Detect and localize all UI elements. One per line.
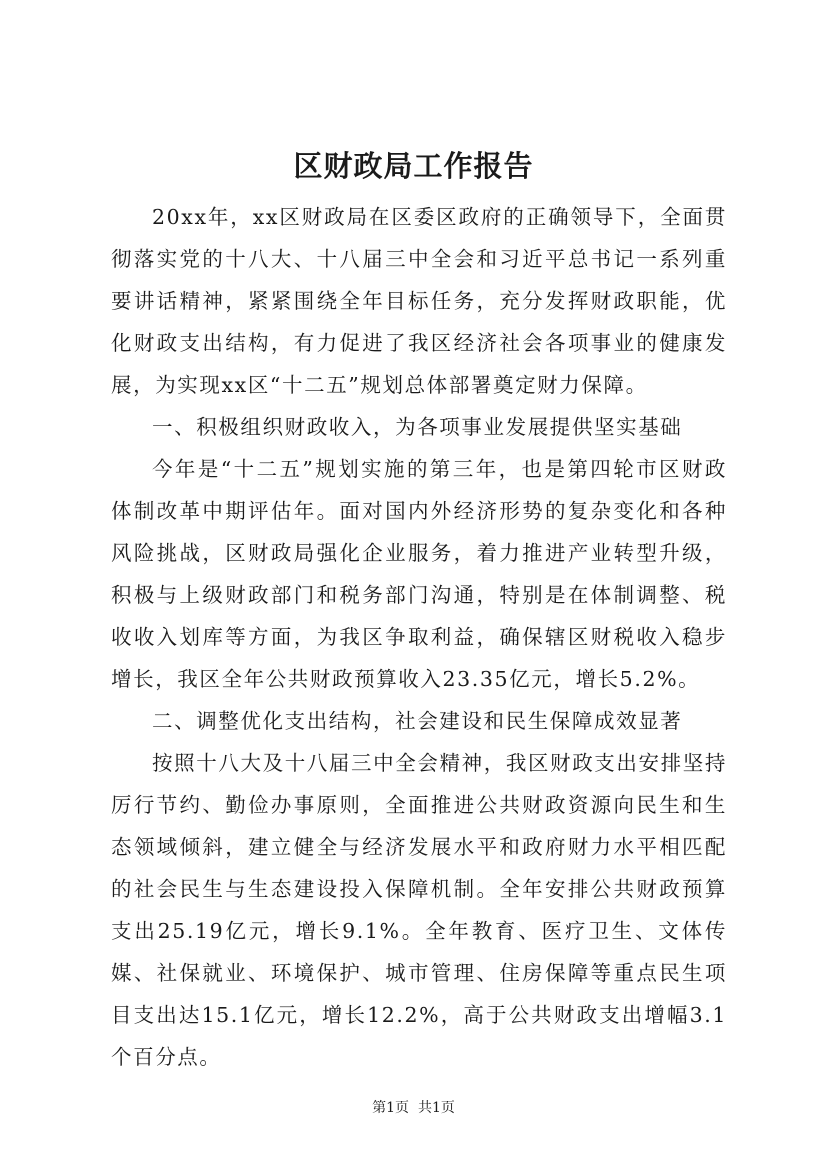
section-heading-2: 二、调整优化支出结构，社会建设和民生保障成效显著 <box>152 709 683 733</box>
section-paragraph-1: 今年是“十二五”规划实施的第三年，也是第四轮市区财政体制改革中期评估年。面对国内外经济形势的复杂变化和各种风险挑战，区财政局强化企业服务，着力推进产业转型升级，积极与上级财政部门和税务部门沟通，特别是在体制调整、税收收入划库等方面，为我区争取利益，确保辖区财税收入稳步增长，我区全年公共财政预算收入23.35亿元，增长5.2%。 <box>111 457 727 691</box>
document-title: 区财政局工作报告 <box>293 149 534 183</box>
section-heading-1: 一、积极组织财政收入，为各项事业发展提供坚实基础 <box>152 415 683 439</box>
intro-paragraph: 20xx年，xx区财政局在区委区政府的正确领导下，全面贯彻落实党的十八大、十八届三中全会和习近平总书记一系列重要讲话精神，紧紧围绕全年目标任务，充分发挥财政职能，优化财政支出结构，有力促进了我区经济社会各项事业的健康发展，为实现xx区“十二五”规划总体部署奠定财力保障。 <box>111 205 727 397</box>
page-number-label: 第1页 共1页 <box>372 1100 455 1116</box>
section-paragraph-2: 按照十八大及十八届三中全会精神，我区财政支出安排坚持厉行节约、勤俭办事原则，全面推进公共财政资源向民生和生态领域倾斜，建立健全与经济发展水平和政府财力水平相匹配的社会民生与生态建设投入保障机制。全年安排公共财政预算支出25.19亿元，增长9.1%。全年教育、医疗卫生、文体传媒、社保就业、环境保护、城市管理、住房保障等重点民生项目支出达15.1亿元，增长12.2%，高于公共财政支出增幅3.1个百分点。 <box>111 751 727 1069</box>
document-body <box>111 196 727 1078</box>
page-footer <box>0 1098 827 1118</box>
